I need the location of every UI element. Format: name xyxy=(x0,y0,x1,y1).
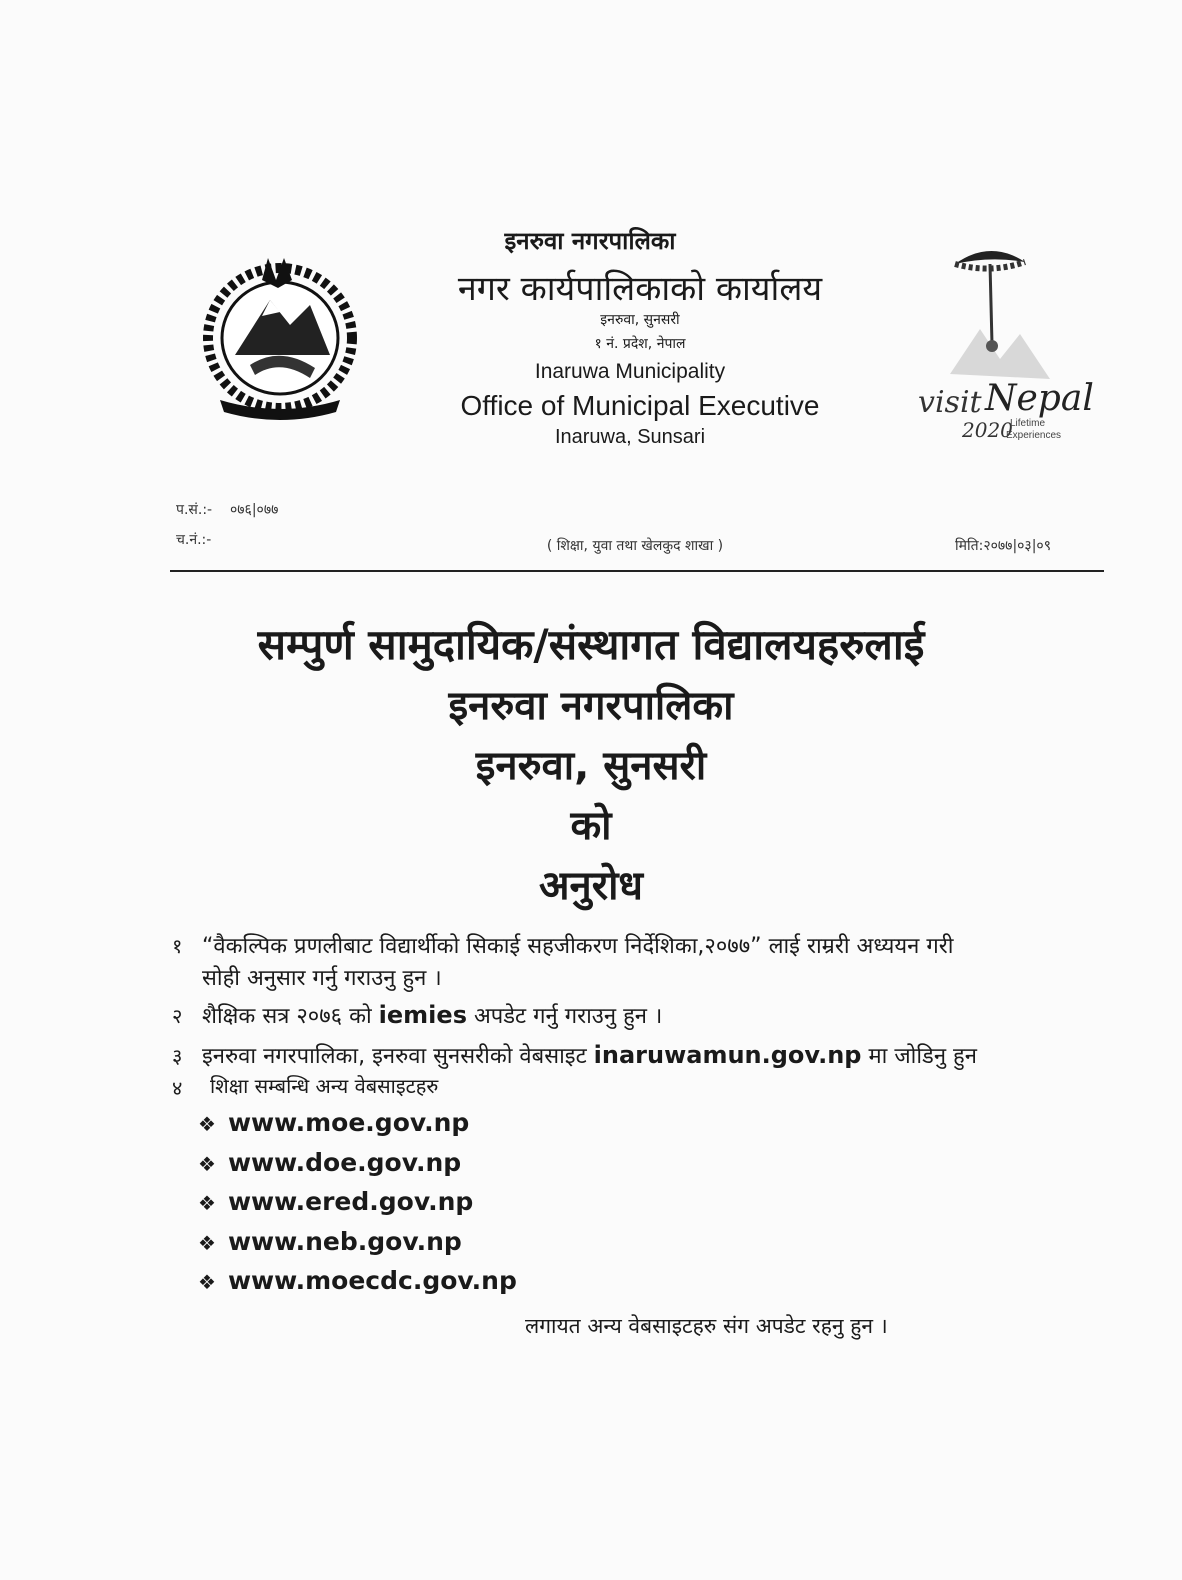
logo-tagline-2: Experiences xyxy=(1006,430,1062,441)
item-3-text xyxy=(202,1040,977,1070)
logo-nepal-text: Nepal xyxy=(985,378,1094,419)
letter-date: मिति:२०७७|०३|०९ xyxy=(955,538,1051,554)
website-item xyxy=(198,1227,462,1256)
logo-year-text: 2020 xyxy=(962,418,1013,442)
item-1-line-1: “वैकल्पिक प्रणलीबाट विद्यार्थीको सिकाई सहजीकरण निर्देशिका,२०७७” लाई राम्ररी अध्ययन गरी xyxy=(202,934,954,959)
diamond-bullet-icon: ❖ xyxy=(198,1152,216,1176)
diamond-bullet-icon: ❖ xyxy=(198,1112,216,1136)
municipality-name-en: Inaruwa Municipality xyxy=(534,360,726,383)
letter-no-label: प.सं.:- xyxy=(176,502,213,518)
item-3-text-after: मा जोडिनु हुन xyxy=(861,1044,977,1069)
dispatch-no-label: च.नं.:- xyxy=(176,532,212,548)
item-number: ३ xyxy=(172,1044,183,1068)
header-divider xyxy=(170,570,1104,572)
letter-no-value: ०७६|०७७ xyxy=(230,502,279,518)
website-link[interactable]: www.neb.gov.np xyxy=(227,1227,462,1256)
diamond-bullet-icon: ❖ xyxy=(198,1191,216,1215)
office-name-np: नगर कार्यपालिकाको कार्यालय xyxy=(457,269,823,309)
item-2-keyword: iemies xyxy=(378,1001,467,1029)
website-link[interactable]: www.moe.gov.np xyxy=(227,1108,470,1137)
headline-line-3: इनरुवा, सुनसरी xyxy=(475,743,707,789)
website-item xyxy=(198,1187,473,1216)
website-link[interactable]: www.doe.gov.np xyxy=(227,1148,462,1177)
item-3-text-before: इनरुवा नगरपालिका, इनरुवा सुनसरीको वेबसाइट xyxy=(202,1044,594,1069)
diamond-bullet-icon: ❖ xyxy=(198,1231,216,1255)
logo-visit-text: visit xyxy=(918,385,982,420)
closing-note: लगायत अन्य वेबसाइटहरु संग अपडेट रहनु हुन । xyxy=(525,1314,888,1338)
diamond-bullet-icon: ❖ xyxy=(198,1270,216,1294)
item-number: २ xyxy=(172,1004,183,1028)
website-item xyxy=(198,1266,517,1295)
address-np-line2: १ नं. प्रदेश, नेपाल xyxy=(594,336,686,352)
website-item xyxy=(198,1148,461,1177)
logo-tagline-1: Lifetime xyxy=(1010,418,1046,429)
address-np-line1: इनरुवा, सुनसरी xyxy=(600,312,680,328)
website-item xyxy=(198,1108,469,1137)
item-4-text: शिक्षा सम्बन्धि अन्य वेबसाइटहरु xyxy=(210,1074,439,1098)
headline-line-1: सम्पुर्ण सामुदायिक/संस्थागत विद्यालयहरुलाई xyxy=(257,620,925,669)
website-link[interactable]: www.moecdc.gov.np xyxy=(227,1266,517,1295)
headline-line-4: को xyxy=(570,803,612,849)
item-2-text-after: अपडेट गर्नु गराउनु हुन । xyxy=(466,1004,663,1029)
item-number: ४ xyxy=(172,1076,183,1100)
address-en: Inaruwa, Sunsari xyxy=(554,426,706,448)
item-1-line-2: सोही अनुसार गर्नु गराउनु हुन । xyxy=(202,966,442,991)
item-2-text-before: शैक्षिक सत्र २०७६ को xyxy=(202,1004,379,1029)
nepal-emblem xyxy=(190,250,370,420)
office-name-en: Office of Municipal Executive xyxy=(460,390,820,421)
item-3-website-link[interactable]: inaruwamun.gov.np xyxy=(593,1041,862,1069)
website-link[interactable]: www.ered.gov.np xyxy=(227,1187,474,1216)
headline-line-5: अनुरोध xyxy=(538,863,644,909)
item-2-text xyxy=(202,1000,662,1030)
item-number: १ xyxy=(172,934,183,958)
municipality-name-np: इनरुवा नगरपालिका xyxy=(504,227,676,255)
branch-name: ( शिक्षा, युवा तथा खेलकुद शाखा ) xyxy=(546,538,724,554)
headline-line-2: इनरुवा नगरपालिका xyxy=(448,683,734,729)
